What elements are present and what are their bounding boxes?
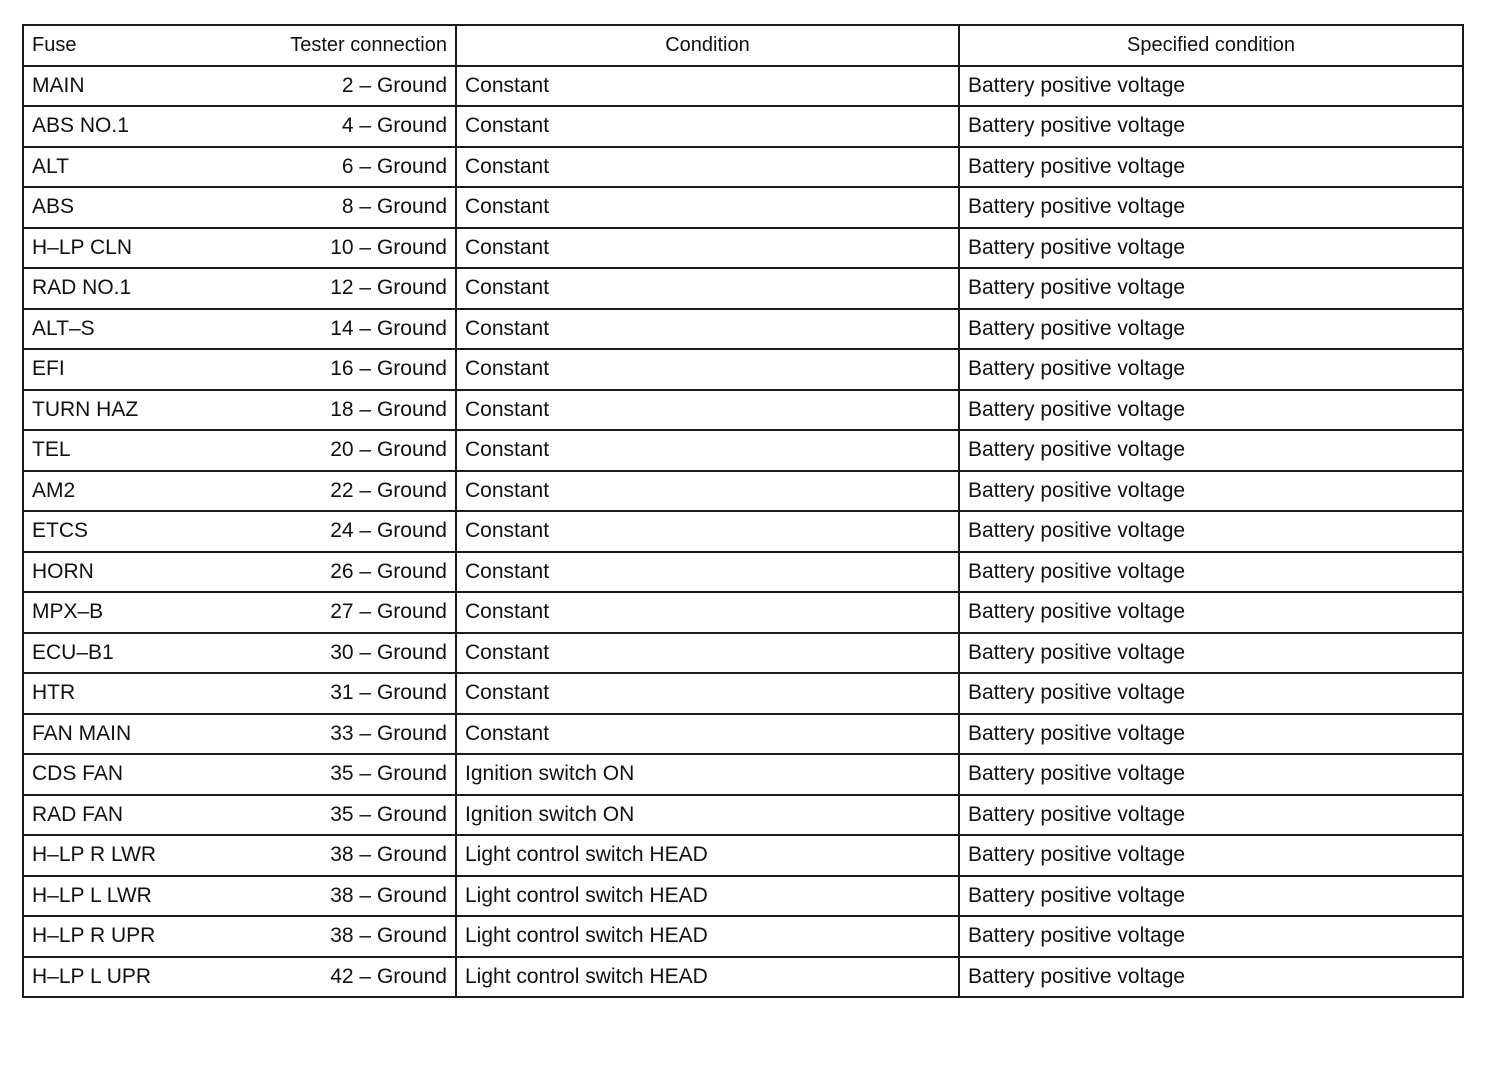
specified-condition-cell: Battery positive voltage bbox=[959, 754, 1463, 795]
fuse-connection-cell bbox=[23, 228, 456, 269]
condition-cell: Constant bbox=[456, 349, 959, 390]
table-row bbox=[23, 673, 1463, 714]
specified-condition-cell: Battery positive voltage bbox=[959, 876, 1463, 917]
fuse-name: MPX–B bbox=[32, 600, 104, 624]
fuse-connection-cell bbox=[23, 268, 456, 309]
fuse-connection-cell bbox=[23, 916, 456, 957]
fuse-name: ABS bbox=[32, 195, 75, 219]
tester-connection: 33 – Ground bbox=[330, 721, 447, 745]
fuse-name: H–LP L UPR bbox=[32, 964, 152, 988]
fuse-connection-cell bbox=[23, 187, 456, 228]
tester-connection: 27 – Ground bbox=[330, 600, 447, 624]
table-row bbox=[23, 754, 1463, 795]
condition-cell: Light control switch HEAD bbox=[456, 957, 959, 998]
specified-condition-cell: Battery positive voltage bbox=[959, 714, 1463, 755]
condition-cell: Ignition switch ON bbox=[456, 795, 959, 836]
specified-condition-cell: Battery positive voltage bbox=[959, 390, 1463, 431]
condition-cell: Constant bbox=[456, 633, 959, 674]
table-row bbox=[23, 309, 1463, 350]
tester-connection: 30 – Ground bbox=[330, 640, 447, 664]
specified-condition-cell: Battery positive voltage bbox=[959, 633, 1463, 674]
tester-connection: 20 – Ground bbox=[330, 438, 447, 462]
condition-cell: Constant bbox=[456, 187, 959, 228]
fuse-name: HTR bbox=[32, 681, 76, 705]
condition-cell: Constant bbox=[456, 228, 959, 269]
specified-condition-cell: Battery positive voltage bbox=[959, 957, 1463, 998]
header-fuse-connection-cell bbox=[23, 25, 456, 66]
condition-cell: Constant bbox=[456, 673, 959, 714]
tester-connection: 24 – Ground bbox=[330, 519, 447, 543]
fuse-name: H–LP R UPR bbox=[32, 924, 156, 948]
table-row bbox=[23, 957, 1463, 998]
fuse-connection-cell bbox=[23, 66, 456, 107]
fuse-connection-cell bbox=[23, 390, 456, 431]
table-row bbox=[23, 147, 1463, 188]
fuse-connection-cell bbox=[23, 673, 456, 714]
condition-cell: Constant bbox=[456, 511, 959, 552]
fuse-connection-cell bbox=[23, 795, 456, 836]
fuse-test-table bbox=[22, 24, 1464, 998]
specified-condition-cell: Battery positive voltage bbox=[959, 511, 1463, 552]
tester-connection: 38 – Ground bbox=[330, 924, 447, 948]
fuse-name: TEL bbox=[32, 438, 71, 462]
tester-connection: 31 – Ground bbox=[330, 681, 447, 705]
fuse-connection-cell bbox=[23, 430, 456, 471]
specified-condition-cell: Battery positive voltage bbox=[959, 228, 1463, 269]
specified-condition-cell: Battery positive voltage bbox=[959, 349, 1463, 390]
table-row bbox=[23, 592, 1463, 633]
fuse-name: EFI bbox=[32, 357, 65, 381]
condition-cell: Constant bbox=[456, 552, 959, 593]
header-condition: Condition bbox=[456, 25, 959, 66]
fuse-connection-cell bbox=[23, 511, 456, 552]
fuse-name: ALT–S bbox=[32, 316, 95, 340]
tester-connection: 14 – Ground bbox=[330, 316, 447, 340]
tester-connection: 10 – Ground bbox=[330, 235, 447, 259]
specified-condition-cell: Battery positive voltage bbox=[959, 592, 1463, 633]
fuse-name: TURN HAZ bbox=[32, 397, 139, 421]
table-row bbox=[23, 835, 1463, 876]
table-body bbox=[23, 66, 1463, 998]
condition-cell: Light control switch HEAD bbox=[456, 916, 959, 957]
condition-cell: Constant bbox=[456, 714, 959, 755]
specified-condition-cell: Battery positive voltage bbox=[959, 471, 1463, 512]
fuse-connection-cell bbox=[23, 876, 456, 917]
fuse-connection-cell bbox=[23, 471, 456, 512]
table-row bbox=[23, 714, 1463, 755]
table-row bbox=[23, 552, 1463, 593]
tester-connection: 12 – Ground bbox=[330, 276, 447, 300]
specified-condition-cell: Battery positive voltage bbox=[959, 835, 1463, 876]
condition-cell: Constant bbox=[456, 147, 959, 188]
fuse-name: HORN bbox=[32, 559, 94, 583]
specified-condition-cell: Battery positive voltage bbox=[959, 673, 1463, 714]
fuse-name: MAIN bbox=[32, 73, 85, 97]
fuse-test-table-container bbox=[22, 24, 1462, 998]
table-row bbox=[23, 916, 1463, 957]
fuse-connection-cell bbox=[23, 106, 456, 147]
fuse-name: RAD FAN bbox=[32, 802, 124, 826]
tester-connection: 6 – Ground bbox=[341, 154, 447, 178]
fuse-connection-cell bbox=[23, 349, 456, 390]
tester-connection: 2 – Ground bbox=[341, 73, 447, 97]
fuse-connection-cell bbox=[23, 592, 456, 633]
table-row bbox=[23, 66, 1463, 107]
fuse-connection-cell bbox=[23, 633, 456, 674]
tester-connection: 35 – Ground bbox=[330, 802, 447, 826]
tester-connection: 18 – Ground bbox=[330, 397, 447, 421]
header-specified-condition: Specified condition bbox=[959, 25, 1463, 66]
specified-condition-cell: Battery positive voltage bbox=[959, 916, 1463, 957]
table-row bbox=[23, 633, 1463, 674]
header-tester-connection: Tester connection bbox=[290, 33, 447, 56]
fuse-name: AM2 bbox=[32, 478, 76, 502]
table-row bbox=[23, 430, 1463, 471]
table-row bbox=[23, 349, 1463, 390]
specified-condition-cell: Battery positive voltage bbox=[959, 147, 1463, 188]
condition-cell: Constant bbox=[456, 309, 959, 350]
condition-cell: Constant bbox=[456, 268, 959, 309]
fuse-name: H–LP L LWR bbox=[32, 883, 152, 907]
fuse-name: RAD NO.1 bbox=[32, 276, 132, 300]
fuse-name: FAN MAIN bbox=[32, 721, 132, 745]
tester-connection: 42 – Ground bbox=[330, 964, 447, 988]
tester-connection: 38 – Ground bbox=[330, 843, 447, 867]
fuse-connection-cell bbox=[23, 957, 456, 998]
specified-condition-cell: Battery positive voltage bbox=[959, 430, 1463, 471]
condition-cell: Constant bbox=[456, 430, 959, 471]
condition-cell: Constant bbox=[456, 592, 959, 633]
condition-cell: Constant bbox=[456, 390, 959, 431]
condition-cell: Light control switch HEAD bbox=[456, 835, 959, 876]
table-row bbox=[23, 228, 1463, 269]
fuse-name: H–LP R LWR bbox=[32, 843, 157, 867]
tester-connection: 38 – Ground bbox=[330, 883, 447, 907]
fuse-name: CDS FAN bbox=[32, 762, 124, 786]
tester-connection: 26 – Ground bbox=[330, 559, 447, 583]
table-row bbox=[23, 471, 1463, 512]
condition-cell: Constant bbox=[456, 471, 959, 512]
fuse-connection-cell bbox=[23, 309, 456, 350]
fuse-connection-cell bbox=[23, 552, 456, 593]
tester-connection: 35 – Ground bbox=[330, 762, 447, 786]
table-row bbox=[23, 876, 1463, 917]
fuse-connection-cell bbox=[23, 754, 456, 795]
tester-connection: 4 – Ground bbox=[341, 114, 447, 138]
table-row bbox=[23, 268, 1463, 309]
header-fuse: Fuse bbox=[32, 33, 77, 56]
table-row bbox=[23, 795, 1463, 836]
table-header-row bbox=[23, 25, 1463, 66]
tester-connection: 16 – Ground bbox=[330, 357, 447, 381]
specified-condition-cell: Battery positive voltage bbox=[959, 187, 1463, 228]
specified-condition-cell: Battery positive voltage bbox=[959, 66, 1463, 107]
condition-cell: Light control switch HEAD bbox=[456, 876, 959, 917]
fuse-name: ECU–B1 bbox=[32, 640, 114, 664]
table-row bbox=[23, 106, 1463, 147]
fuse-name: ALT bbox=[32, 154, 69, 178]
tester-connection: 8 – Ground bbox=[341, 195, 447, 219]
fuse-connection-cell bbox=[23, 714, 456, 755]
specified-condition-cell: Battery positive voltage bbox=[959, 268, 1463, 309]
table-row bbox=[23, 390, 1463, 431]
fuse-connection-cell bbox=[23, 835, 456, 876]
specified-condition-cell: Battery positive voltage bbox=[959, 795, 1463, 836]
table-row bbox=[23, 187, 1463, 228]
condition-cell: Ignition switch ON bbox=[456, 754, 959, 795]
tester-connection: 22 – Ground bbox=[330, 478, 447, 502]
condition-cell: Constant bbox=[456, 106, 959, 147]
fuse-name: ETCS bbox=[32, 519, 89, 543]
table-row bbox=[23, 511, 1463, 552]
fuse-name: H–LP CLN bbox=[32, 235, 132, 259]
specified-condition-cell: Battery positive voltage bbox=[959, 552, 1463, 593]
condition-cell: Constant bbox=[456, 66, 959, 107]
specified-condition-cell: Battery positive voltage bbox=[959, 106, 1463, 147]
specified-condition-cell: Battery positive voltage bbox=[959, 309, 1463, 350]
fuse-name: ABS NO.1 bbox=[32, 114, 129, 138]
fuse-connection-cell bbox=[23, 147, 456, 188]
